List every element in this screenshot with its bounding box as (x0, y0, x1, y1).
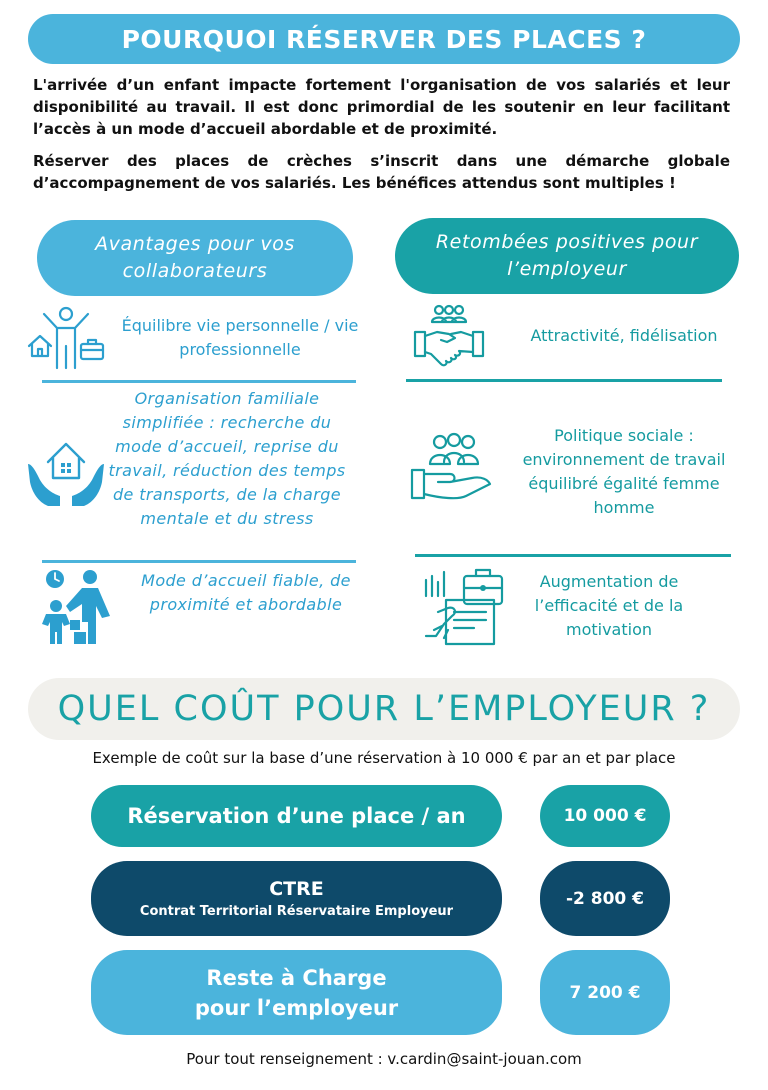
reservation-row-label (91, 785, 502, 847)
right-item-3-text: Augmentation de l’efficacité et de la motivation (534, 572, 684, 639)
contact-footer: Pour tout renseignement : v.cardin@saint-jouan.com (186, 1050, 582, 1068)
left-divider-1 (42, 380, 356, 383)
employee-benefits-header: Avantages pour vos collaborateurs (37, 220, 353, 296)
cost-example-text: Exemple de coût sur la base d’une réservation à 10 000 € par an et par place (92, 749, 676, 767)
right-item-2-text: Politique sociale : environnement de travail équilibré égalité femme homme (522, 426, 726, 517)
house-in-hands-icon (26, 436, 106, 508)
remaining-cost-label-line1: Reste à Charge (206, 965, 387, 990)
handshake-icon (413, 304, 485, 372)
remaining-cost-amount: 7 200 € (540, 950, 670, 1035)
employer-benefits-header: Retombées positives pour l’employeur (395, 218, 739, 294)
intro-paragraph-2: Réserver des places de crèches s’inscrit dans une démarche globale d’accompagnement de vos salariés. Les bénéfices attendus sont multiples ! (33, 152, 730, 192)
ctre-amount: -2 800 € (540, 861, 670, 936)
right-divider-2 (415, 554, 731, 557)
ctre-sublabel: Contrat Territorial Réservataire Employeur (139, 903, 454, 919)
intro-paragraph-1: L'arrivée d’un enfant impacte fortement l'organisation de vos salariés et leur disponibilité au travail. Il est donc primordial de les soutenir en leur facilitant l’accès à un mode d’accueil abordable et de proximité. (33, 76, 730, 138)
childcare-icon (40, 568, 118, 646)
remaining-cost-row-label (91, 950, 502, 1035)
family-work-balance-icon (26, 306, 106, 370)
ctre-row-label (91, 861, 502, 936)
left-item-3-text: Mode d’accueil fiable, de proximité et abordable (141, 571, 351, 614)
left-divider-2 (42, 560, 356, 563)
people-in-hand-icon (410, 432, 494, 504)
remaining-cost-label-line2: pour l’employeur (194, 995, 399, 1020)
cost-section-title: QUEL COÛT POUR L’EMPLOYEUR ? (28, 678, 740, 740)
left-item-2-text: Organisation familiale simplifiée : recherche du mode d’accueil, reprise du travail, réduction des temps de transports, de la charge mentale et du stress (108, 389, 346, 528)
right-item-1-text: Attractivité, fidélisation (530, 326, 718, 345)
right-divider-1 (406, 379, 722, 382)
reservation-amount: 10 000 € (540, 785, 670, 847)
ctre-label: CTRE (269, 877, 324, 900)
left-item-1-text: Équilibre vie personnelle / vie professionnelle (121, 316, 359, 359)
reservation-label: Réservation d’une place / an (127, 804, 466, 828)
productivity-icon (424, 566, 506, 648)
page-title: POURQUOI RÉSERVER DES PLACES ? (28, 14, 740, 64)
